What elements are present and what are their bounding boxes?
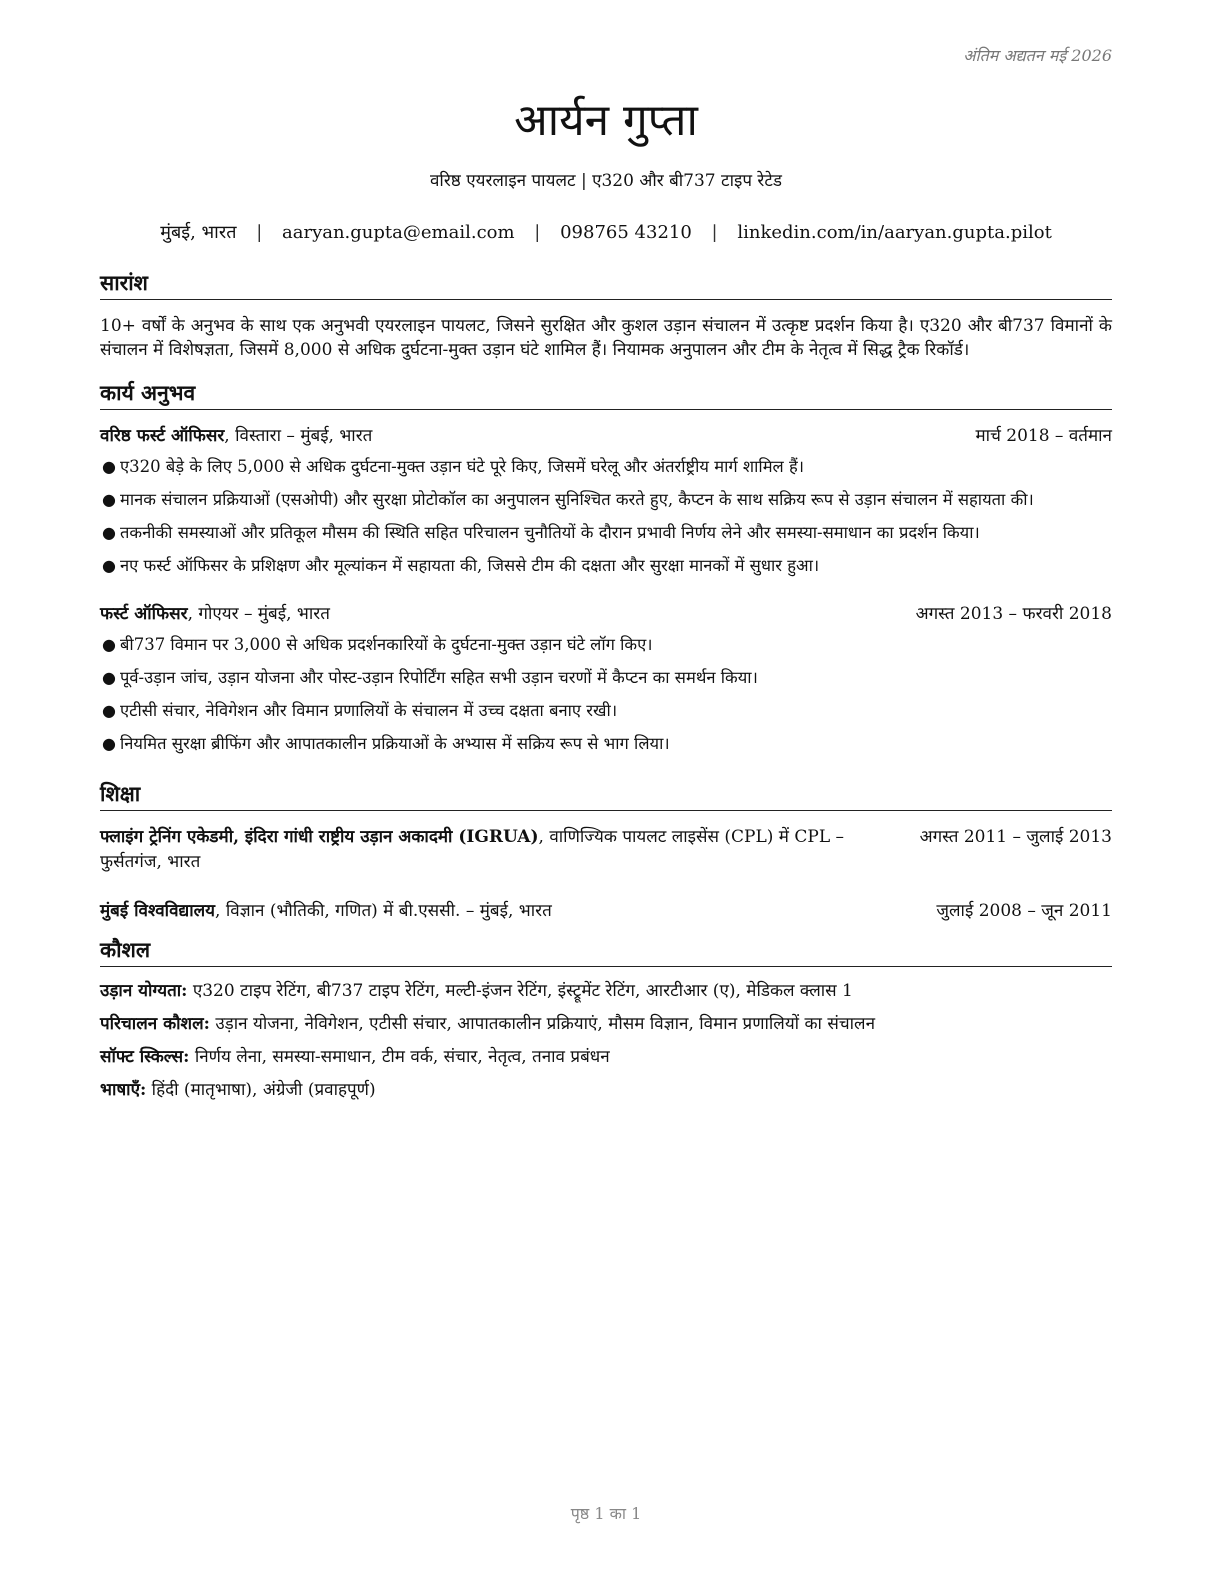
job-header — [100, 424, 1112, 448]
job-bullets — [100, 450, 1112, 582]
bullet-dot-icon: ● — [102, 556, 116, 575]
skill-row — [100, 1041, 1112, 1074]
education-institution: फ्लाइंग ट्रेनिंग एकेडमी, इंदिरा गांधी राष्ट्रीय उड़ान अकादमी (IGRUA) — [100, 827, 539, 847]
skill-row — [100, 1074, 1112, 1107]
education-section — [100, 781, 1112, 924]
skill-row — [100, 1008, 1112, 1041]
summary-text: 10+ वर्षों के अनुभव के साथ एक अनुभवी एयरलाइन पायलट, जिसने सुरक्षित और कुशल उड़ान संचालन में उत्कृष्ट प्रदर्शन किया है। ए320 और बी737 विमानों के संचालन में विशेषज्ञता, जिसमें 8,000 से अधिक दुर्घटना-मुक्त उड़ान घंटे शामिल हैं। नियामक अनुपालन और टीम के नेतृत्व में सिद्ध ट्रैक रिकॉर्ड। — [100, 316, 1112, 360]
summary-section — [100, 270, 1112, 362]
section-title-summary: सारांश — [100, 270, 1112, 300]
bullet-dot-icon: ● — [102, 490, 116, 509]
contact-linkedin[interactable]: linkedin.com/in/aaryan.gupta.pilot — [737, 222, 1052, 243]
contact-separator: | — [711, 222, 718, 243]
experience-section — [100, 380, 1112, 760]
contact-line — [100, 220, 1112, 244]
skill-value: उड़ान योजना, नेविगेशन, एटीसी संचार, आपातकालीन प्रक्रियाएं, मौसम विज्ञान, विमान प्रणालियों का संचालन — [209, 1014, 876, 1034]
skill-row — [100, 975, 1112, 1008]
candidate-name: आर्यन गुप्ता — [514, 95, 698, 146]
page-footer: पृष्ठ 1 का 1 — [570, 1504, 642, 1523]
bullet-item: ● एटीसी संचार, नेविगेशन और विमान प्रणालियों के संचालन में उच्च दक्षता बनाए रखी। — [100, 694, 1112, 727]
job-entry — [100, 602, 1112, 760]
bullet-item: ● बी737 विमान पर 3,000 से अधिक प्रदर्शनकारियों के दुर्घटना-मुक्त उड़ान घंटे लॉग किए। — [100, 628, 1112, 661]
bullet-item: ● मानक संचालन प्रक्रियाओं (एसओपी) और सुरक्षा प्रोटोकॉल का अनुपालन सुनिश्चित करते हुए, कैप्टन के साथ सक्रिय रूप से उड़ान संचालन में सहायता की। — [100, 483, 1112, 516]
skill-label: भाषाएँ: — [100, 1080, 147, 1100]
section-title-skills: कौशल — [100, 937, 1112, 967]
section-title-experience: कार्य अनुभव — [100, 380, 1112, 410]
education-institution: मुंबई विश्वविद्यालय — [100, 901, 216, 921]
skill-label: उड़ान योग्यता: — [100, 981, 188, 1001]
last-updated: अंतिम अद्यतन मई 2026 — [963, 46, 1112, 65]
education-entry — [100, 825, 1112, 875]
bullet-dot-icon: ● — [102, 635, 116, 654]
bullet-item: ● ए320 बेड़े के लिए 5,000 से अधिक दुर्घटना-मुक्त उड़ान घंटे पूरे किए, जिसमें घरेलू और अंतर्राष्ट्रीय मार्ग शामिल हैं। — [100, 450, 1112, 483]
bullet-dot-icon: ● — [102, 668, 116, 687]
tagline: वरिष्ठ एयरलाइन पायलट | ए320 और बी737 टाइप रेटेड — [429, 171, 783, 191]
contact-email[interactable]: aaryan.gupta@email.com — [282, 222, 515, 243]
skill-value: निर्णय लेना, समस्या-समाधान, टीम वर्क, संचार, नेतृत्व, तनाव प्रबंधन — [189, 1047, 610, 1067]
contact-separator: | — [256, 222, 263, 243]
contact-phone[interactable]: 098765 43210 — [560, 222, 692, 243]
resume-page — [100, 0, 1112, 1584]
skill-value: हिंदी (मातृभाषा), अंग्रेजी (प्रवाहपूर्ण) — [146, 1080, 376, 1100]
bullet-item: ● तकनीकी समस्याओं और प्रतिकूल मौसम की स्थिति सहित परिचालन चुनौतियों के दौरान प्रभावी निर्णय लेने और समस्या-समाधान का प्रदर्शन किया। — [100, 516, 1112, 549]
bullet-dot-icon: ● — [102, 701, 116, 720]
bullet-dot-icon: ● — [102, 457, 116, 476]
job-dates: मार्च 2018 – वर्तमान — [975, 426, 1112, 446]
section-title-education: शिक्षा — [100, 781, 1112, 811]
job-role: फर्स्ट ऑफिसर — [100, 604, 188, 624]
education-entry — [100, 899, 1112, 924]
job-role: वरिष्ठ फर्स्ट ऑफिसर — [100, 426, 225, 446]
job-entry — [100, 424, 1112, 582]
education-dates: जुलाई 2008 – जून 2011 — [936, 901, 1112, 921]
bullet-item: ● नियमित सुरक्षा ब्रीफिंग और आपातकालीन प्रक्रियाओं के अभ्यास में सक्रिय रूप से भाग लिया। — [100, 727, 1112, 760]
contact-separator: | — [534, 222, 541, 243]
job-org: , गोएयर – मुंबई, भारत — [187, 604, 330, 624]
bullet-dot-icon: ● — [102, 734, 116, 753]
skill-value: ए320 टाइप रेटिंग, बी737 टाइप रेटिंग, मल्टी-इंजन रेटिंग, इंस्ट्रूमेंट रेटिंग, आरटीआर (ए), मेडिकल क्लास 1 — [187, 981, 853, 1001]
job-org: , विस्तारा – मुंबई, भारत — [224, 426, 373, 446]
education-detail: , वाणिज्यिक पायलट लाइसेंस (CPL) में CPL – फुर्सतगंज, भारत — [100, 827, 845, 872]
job-bullets — [100, 628, 1112, 760]
education-dates: अगस्त 2011 – जुलाई 2013 — [919, 827, 1112, 847]
skill-label: परिचालन कौशल: — [100, 1014, 210, 1034]
job-header — [100, 602, 1112, 626]
job-dates: अगस्त 2013 – फरवरी 2018 — [915, 604, 1112, 624]
bullet-item: ● नए फर्स्ट ऑफिसर के प्रशिक्षण और मूल्यांकन में सहायता की, जिससे टीम की दक्षता और सुरक्षा मानकों में सुधार हुआ। — [100, 549, 1112, 582]
bullet-item: ● पूर्व-उड़ान जांच, उड़ान योजना और पोस्ट-उड़ान रिपोर्टिंग सहित सभी उड़ान चरणों में कैप्टन का समर्थन किया। — [100, 661, 1112, 694]
education-detail: , विज्ञान (भौतिकी, गणित) में बी.एससी. – मुंबई, भारत — [215, 901, 552, 921]
skill-label: सॉफ्ट स्किल्स: — [100, 1047, 190, 1067]
contact-location: मुंबई, भारत — [160, 222, 237, 243]
skills-section — [100, 937, 1112, 1107]
bullet-dot-icon: ● — [102, 523, 116, 542]
